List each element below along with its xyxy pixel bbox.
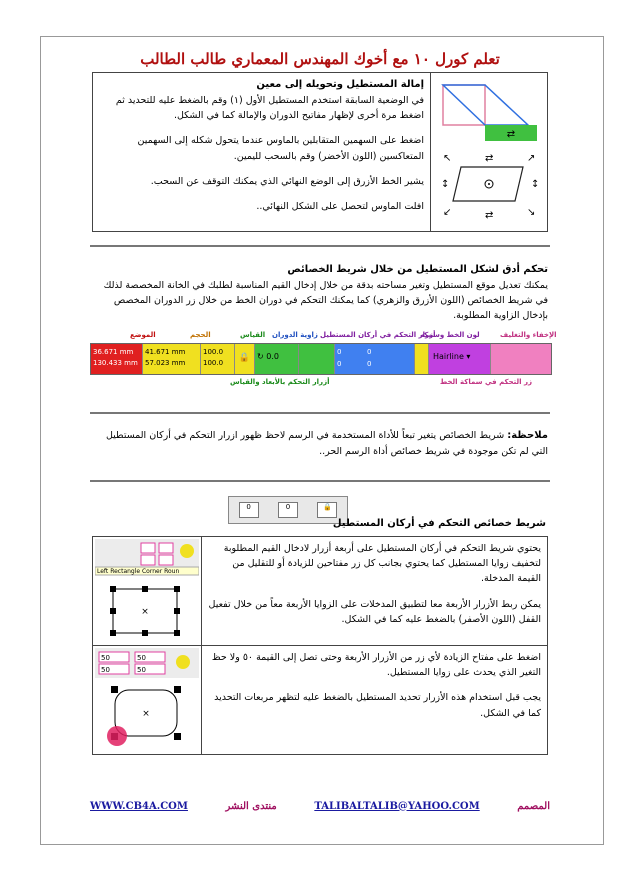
- scale-y-field[interactable]: 100.0: [203, 359, 224, 367]
- angle-value: 0.0: [266, 352, 279, 361]
- section1-p1: في الوضعية السابقة استخدم المستطيل الأول (١) وقم بالضغط عليه للتحديد ثم اضغط مرة أخرى لإظهار مفاتيح الدوران والإمالة كما في الشكل.: [115, 95, 424, 122]
- section3-p3: اضغط على مفتاح الزيادة لأي زر من الأزرار الأربعة وحتى تصل إلى القيمة ٥٠ ولا حظ التغير الذي يحدث على زوايا المستطيل.: [211, 652, 541, 679]
- corner-value-4: 50: [137, 666, 146, 674]
- toolbar-label-line: لون الخط وسمكه: [420, 331, 480, 339]
- section1-p4: افلت الماوس لتحصل على الشكل النهائي..: [256, 200, 424, 212]
- section3-text-1: [202, 537, 548, 646]
- line-width-value: Hairline: [433, 352, 464, 361]
- section1-heading: إمالة المستطيل وتحويله إلى معين: [256, 79, 424, 90]
- size-w-field[interactable]: 41.671 mm: [145, 348, 186, 356]
- svg-text:⇄: ⇄: [485, 210, 494, 221]
- corner-toolbar-image: 0 0 🔒: [228, 496, 348, 524]
- size-h-field[interactable]: 57.023 mm: [145, 359, 186, 367]
- toolbar-under-label-2: زر التحكم في سماكة الخط: [440, 378, 533, 386]
- svg-text:↕: ↕: [441, 179, 450, 190]
- mirror-buttons[interactable]: [299, 344, 335, 374]
- page-title: تعلم كورل ١٠ مع أخوك المهندس المعماري طالب الطالب: [140, 50, 500, 68]
- note-text: شريط الخصائص يتغير تبعاً للأداة المستخدمة في الرسم لاحظ ظهور ازرار التحكم في أركان المستطيل التي لم تكن موجودة في شريط خصائص أداة الرسم الحر..: [105, 430, 548, 457]
- section2: [92, 262, 548, 324]
- svg-text:⇄: ⇄: [506, 129, 516, 140]
- corner-4-field[interactable]: 0: [367, 360, 372, 368]
- section3-box: [92, 536, 548, 755]
- corner-value-1: 50: [101, 654, 110, 662]
- section3-figure-2: [93, 646, 202, 755]
- section1-box: [92, 72, 548, 232]
- note-label: ملاحظة:: [507, 430, 548, 441]
- section1-figure: [431, 73, 548, 232]
- footer-site-label: منتدى النشر: [225, 800, 277, 812]
- pos-x-field[interactable]: 36.671 mm: [93, 348, 134, 356]
- scale-fields[interactable]: [201, 344, 235, 374]
- toolbar-label-scale: القياس: [240, 331, 266, 339]
- lock-ratio-icon[interactable]: 🔒: [235, 344, 255, 374]
- pos-y-field[interactable]: 130.433 mm: [93, 359, 138, 367]
- corner-tooltip: Left Rectangle Corner Roun: [97, 568, 180, 575]
- divider-2: [90, 412, 550, 414]
- rounded-corner-figure: [95, 648, 199, 748]
- toolbar-label-wrap: الإخفاء والتغليف: [500, 331, 557, 339]
- section1-p3: يشير الخط الأزرق إلى الوضع النهائي الذي يمكنك التوقف عن السحب.: [150, 175, 424, 187]
- corner-2-field[interactable]: 0: [367, 348, 372, 356]
- corner-fields[interactable]: [335, 344, 415, 374]
- footer-site-link[interactable]: WWW.CB4A.COM: [90, 800, 188, 812]
- position-fields[interactable]: [91, 344, 143, 374]
- section3-heading: شريط خصائص التحكم في أركان المستطيل: [332, 518, 546, 529]
- section3-figure-1: [93, 537, 202, 646]
- footer-email-link[interactable]: TALIBALTALIB@YAHOO.COM: [314, 800, 480, 812]
- svg-text:↕: ↕: [531, 179, 540, 190]
- footer-designer-label: المصمم: [517, 800, 550, 812]
- svg-text:↘: ↘: [527, 207, 536, 218]
- footer: [90, 796, 550, 816]
- section3-p2: يمكن ربط الأزرار الأربعة معا لتطبيق المدخلات على الزوايا الأربعة معاً من خلال تفعيل القفل (اللون الأصفر) بالضغط عليه كما في الشكل.: [208, 598, 541, 625]
- svg-text:↙: ↙: [443, 207, 452, 218]
- click-marker-icon: [107, 726, 127, 746]
- corner-lock-icon[interactable]: [415, 344, 429, 374]
- toolbar-label-size: الحجم: [190, 331, 211, 339]
- section3-text-2: [202, 646, 548, 755]
- section1-p2: اضغط على السهمين المتقابلين بالماوس عندما يتحول شكله إلى السهمين المتعاكسين (اللون الأخضر) وقم بالسحب لليمين.: [137, 135, 424, 162]
- size-fields[interactable]: [143, 344, 201, 374]
- line-width-select[interactable]: Hairline ▾: [429, 344, 491, 374]
- toolbar-label-angle: زاوية الدوران: [272, 331, 318, 339]
- svg-text:×: ×: [141, 607, 149, 617]
- toolbar-label-position: الموضع: [130, 331, 156, 339]
- angle-field[interactable]: ↻ 0.0: [255, 344, 299, 374]
- corner-value-3: 50: [101, 666, 110, 674]
- toolbar-under-label-1: أزرار التحكم بالأبعاد والقياس: [230, 378, 330, 386]
- svg-text:↗: ↗: [527, 153, 536, 164]
- corner-value-2: 50: [137, 654, 146, 662]
- svg-text:↖: ↖: [443, 153, 452, 164]
- toolbar-label-corners: أزرار التحكم في أركان المستطيل: [320, 331, 436, 339]
- section3-p1: يحتوي شريط التحكم في أركان المستطيل على أربعة أزرار لادخال القيم المطلوبة لتخفيف زوايا المستطيل كما يحتوي بجانب كل زر مفتاحين للزيادة أو للتقليل من القيمة المدخلة.: [223, 543, 541, 585]
- divider-1: [90, 245, 550, 247]
- svg-text:⇄: ⇄: [485, 153, 494, 164]
- corner-3-field[interactable]: 0: [337, 360, 342, 368]
- corner-lock-figure: [95, 539, 199, 639]
- note: [92, 428, 548, 459]
- wrap-buttons[interactable]: [491, 344, 551, 374]
- property-toolbar: [90, 343, 552, 375]
- section2-body: يمكنك تعديل موقع المستطيل وتغير مساحته بدقة من خلال إدخال القيم المناسبة لطلبك في الخانة المخصصة لذلك في شريط الخصائص (اللون الأزرق والزهري) كما يمكنك التحكم في دوران الخط من خلال زر الدوران المخصص بإدخال الزاوية المطلوبة.: [103, 280, 548, 322]
- divider-3: [90, 480, 550, 482]
- section2-heading: تحكم أدق لشكل المستطيل من خلال شريط الخصائص: [287, 264, 548, 275]
- section3-p4: يجب قبل استخدام هذه الأزرار تحديد المستطيل بالضغط عليه لتظهر مربعات التحديد كما في الشكل.: [214, 692, 541, 719]
- svg-text:×: ×: [142, 709, 150, 719]
- section1-text: [93, 73, 431, 232]
- skew-figure: [433, 75, 545, 223]
- corner-1-field[interactable]: 0: [337, 348, 342, 356]
- scale-x-field[interactable]: 100.0: [203, 348, 224, 356]
